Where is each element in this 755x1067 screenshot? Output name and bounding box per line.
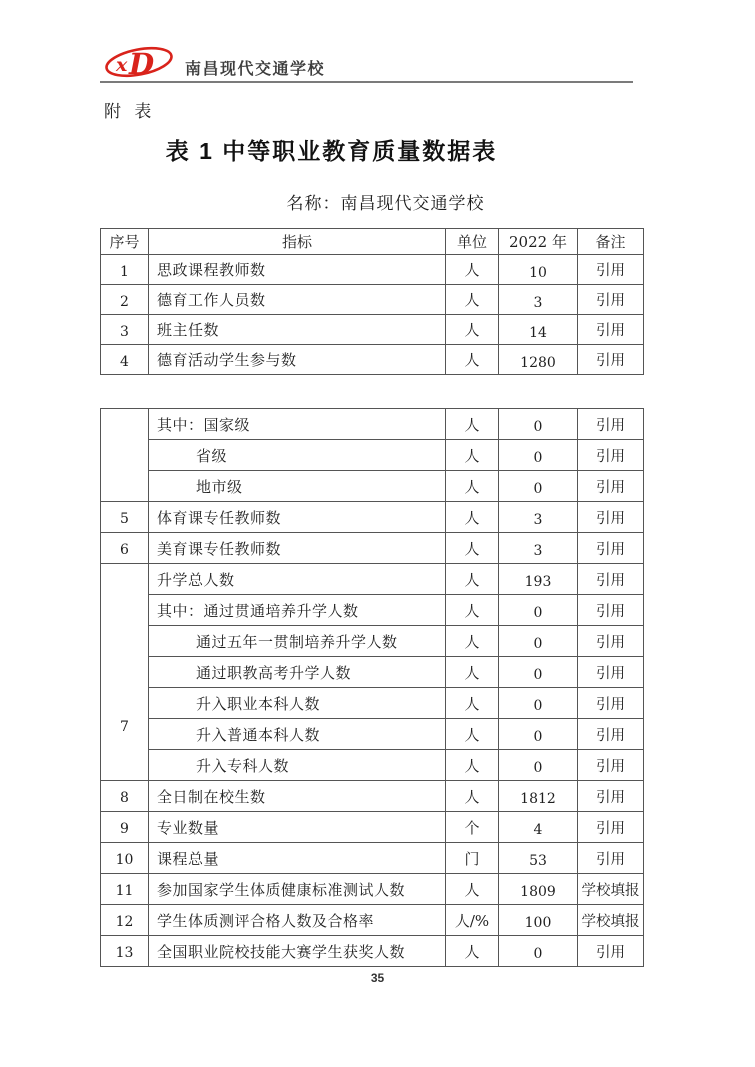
table-row [101,315,644,345]
indicator-cell: 通过五年一贯制培养升学人数 [149,626,446,657]
value-cell: 0 [499,688,578,719]
table-row [101,409,644,440]
note-cell: 引用 [578,409,644,440]
unit-cell: 人/% [446,905,499,936]
seq-cell: 4 [101,345,149,375]
value-cell: 14 [499,315,578,345]
value-cell: 1812 [499,781,578,812]
column-header: 序号 [101,229,149,255]
value-cell: 0 [499,750,578,781]
unit-cell: 人 [446,440,499,471]
quality-data-table-2 [100,408,644,967]
unit-cell: 人 [446,936,499,967]
table-row [101,502,644,533]
table-row [101,688,644,719]
table-header-row [101,229,644,255]
unit-cell: 人 [446,657,499,688]
value-cell: 3 [499,285,578,315]
note-cell: 引用 [578,345,644,375]
indicator-cell: 体育课专任教师数 [149,502,446,533]
school-logo-icon [103,43,179,81]
unit-cell: 人 [446,345,499,375]
value-cell: 193 [499,564,578,595]
note-cell: 引用 [578,657,644,688]
seq-cell: 3 [101,315,149,345]
table-row [101,936,644,967]
unit-cell: 人 [446,315,499,345]
unit-cell: 个 [446,812,499,843]
note-cell: 学校填报 [578,874,644,905]
value-cell: 0 [499,440,578,471]
value-cell: 1809 [499,874,578,905]
value-cell: 0 [499,719,578,750]
table-row [101,345,644,375]
seq-cell: 8 [101,781,149,812]
table-row [101,750,644,781]
unit-cell: 人 [446,502,499,533]
unit-cell: 人 [446,874,499,905]
seq-cell: 10 [101,843,149,874]
svg-text:x: x [116,54,128,76]
note-cell: 引用 [578,781,644,812]
indicator-cell: 升入职业本科人数 [149,688,446,719]
unit-cell: 门 [446,843,499,874]
column-header: 单位 [446,229,499,255]
svg-text:D: D [129,47,155,81]
unit-cell: 人 [446,626,499,657]
value-cell: 0 [499,626,578,657]
note-cell: 引用 [578,688,644,719]
table-row [101,905,644,936]
value-cell: 0 [499,936,578,967]
seq-cell: 9 [101,812,149,843]
table-row [101,874,644,905]
table-1-header [101,229,644,255]
note-cell: 引用 [578,750,644,781]
table-row [101,781,644,812]
value-cell: 3 [499,502,578,533]
value-cell: 0 [499,657,578,688]
table-row [101,255,644,285]
note-cell: 引用 [578,255,644,285]
column-header: 2022 年 [499,229,578,255]
school-name-line: 名称：南昌现代交通学校 [286,194,485,214]
unit-cell: 人 [446,255,499,285]
indicator-cell: 学生体质测评合格人数及合格率 [149,905,446,936]
page-number: 35 [370,971,385,985]
seq-cell: 12 [101,905,149,936]
indicator-cell: 省级 [149,440,446,471]
table-row [101,626,644,657]
note-cell: 引用 [578,936,644,967]
note-cell: 引用 [578,315,644,345]
unit-cell: 人 [446,533,499,564]
annex-label: 附 表 [104,102,156,122]
unit-cell: 人 [446,471,499,502]
value-cell: 100 [499,905,578,936]
value-cell: 1280 [499,345,578,375]
value-cell: 0 [499,409,578,440]
seq-cell: 2 [101,285,149,315]
table-row [101,285,644,315]
indicator-cell: 参加国家学生体质健康标准测试人数 [149,874,446,905]
unit-cell: 人 [446,781,499,812]
seq-cell: 13 [101,936,149,967]
table-row [101,843,644,874]
unit-cell: 人 [446,719,499,750]
indicator-cell: 思政课程教师数 [149,255,446,285]
seq-cell: 5 [101,502,149,533]
table-row [101,595,644,626]
indicator-cell: 升学总人数 [149,564,446,595]
unit-cell: 人 [446,750,499,781]
quality-data-table-1 [100,228,644,375]
note-cell: 引用 [578,471,644,502]
letterhead-school-name: 南昌现代交通学校 [185,61,326,78]
column-header: 指标 [149,229,446,255]
indicator-cell: 课程总量 [149,843,446,874]
note-cell: 引用 [578,719,644,750]
note-cell: 引用 [578,812,644,843]
indicator-cell: 通过职教高考升学人数 [149,657,446,688]
note-cell: 学校填报 [578,905,644,936]
table-row [101,719,644,750]
indicator-cell: 升入普通本科人数 [149,719,446,750]
column-header: 备注 [578,229,644,255]
unit-cell: 人 [446,688,499,719]
table-row [101,564,644,595]
indicator-cell: 地市级 [149,471,446,502]
table-2-body [101,409,644,967]
seq-cell [101,409,149,502]
note-cell: 引用 [578,440,644,471]
seq-cell: 1 [101,255,149,285]
note-cell: 引用 [578,533,644,564]
indicator-cell: 德育工作人员数 [149,285,446,315]
value-cell: 53 [499,843,578,874]
seq-cell: 11 [101,874,149,905]
unit-cell: 人 [446,285,499,315]
unit-cell: 人 [446,409,499,440]
note-cell: 引用 [578,502,644,533]
unit-cell: 人 [446,564,499,595]
indicator-cell: 升入专科人数 [149,750,446,781]
page-title: 表 1 中等职业教育质量数据表 [165,138,498,164]
indicator-cell: 专业数量 [149,812,446,843]
table-1-body [101,255,644,375]
unit-cell: 人 [446,595,499,626]
table-row [101,471,644,502]
table-row [101,657,644,688]
seq-cell: 7 [101,564,149,781]
table-row [101,533,644,564]
value-cell: 3 [499,533,578,564]
note-cell: 引用 [578,564,644,595]
table-row [101,812,644,843]
indicator-cell: 美育课专任教师数 [149,533,446,564]
value-cell: 0 [499,595,578,626]
note-cell: 引用 [578,626,644,657]
indicator-cell: 其中：国家级 [149,409,446,440]
note-cell: 引用 [578,285,644,315]
indicator-cell: 班主任数 [149,315,446,345]
value-cell: 4 [499,812,578,843]
indicator-cell: 全国职业院校技能大赛学生获奖人数 [149,936,446,967]
note-cell: 引用 [578,595,644,626]
value-cell: 10 [499,255,578,285]
indicator-cell: 其中：通过贯通培养升学人数 [149,595,446,626]
indicator-cell: 全日制在校生数 [149,781,446,812]
table-row [101,440,644,471]
letterhead-divider [100,81,633,83]
value-cell: 0 [499,471,578,502]
note-cell: 引用 [578,843,644,874]
seq-cell: 6 [101,533,149,564]
indicator-cell: 德育活动学生参与数 [149,345,446,375]
